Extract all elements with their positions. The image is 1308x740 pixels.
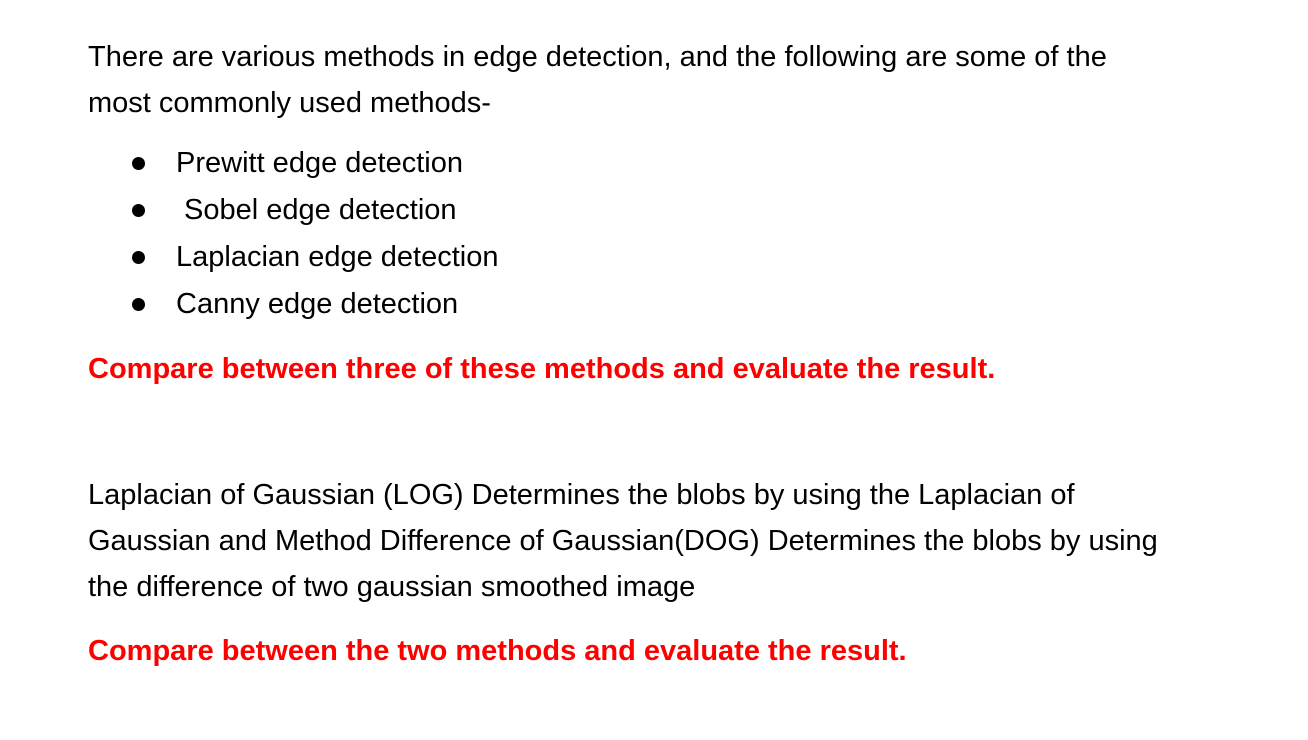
bullet-icon xyxy=(132,204,145,217)
list-item xyxy=(132,234,1268,281)
intro-paragraph xyxy=(88,34,1268,126)
instruction-compare-two: Compare between the two methods and evaluate the result. xyxy=(88,635,907,667)
intro-line-2: most commonly used methods- xyxy=(88,87,491,119)
method-sobel: Sobel edge detection xyxy=(176,194,457,226)
log-dog-line-1: Laplacian of Gaussian (LOG) Determines the blobs by using the Laplacian of xyxy=(88,479,1075,511)
edge-methods-list xyxy=(88,140,1268,328)
method-laplacian: Laplacian edge detection xyxy=(176,241,499,273)
bullet-icon xyxy=(132,298,145,311)
log-dog-line-2: Gaussian and Method Difference of Gaussian(DOG) Determines the blobs by using xyxy=(88,525,1158,557)
method-prewitt: Prewitt edge detection xyxy=(176,147,463,179)
list-item xyxy=(132,140,1268,187)
method-canny: Canny edge detection xyxy=(176,288,459,320)
bullet-icon xyxy=(132,251,145,264)
intro-line-1: There are various methods in edge detection, and the following are some of the xyxy=(88,41,1107,73)
list-item xyxy=(132,281,1268,328)
log-dog-line-3: the difference of two gaussian smoothed image xyxy=(88,571,696,603)
list-item xyxy=(132,187,1268,234)
document-page xyxy=(88,34,1268,674)
instruction-compare-three: Compare between three of these methods and evaluate the result. xyxy=(88,353,996,385)
log-dog-paragraph xyxy=(88,472,1268,610)
bullet-icon xyxy=(132,157,145,170)
